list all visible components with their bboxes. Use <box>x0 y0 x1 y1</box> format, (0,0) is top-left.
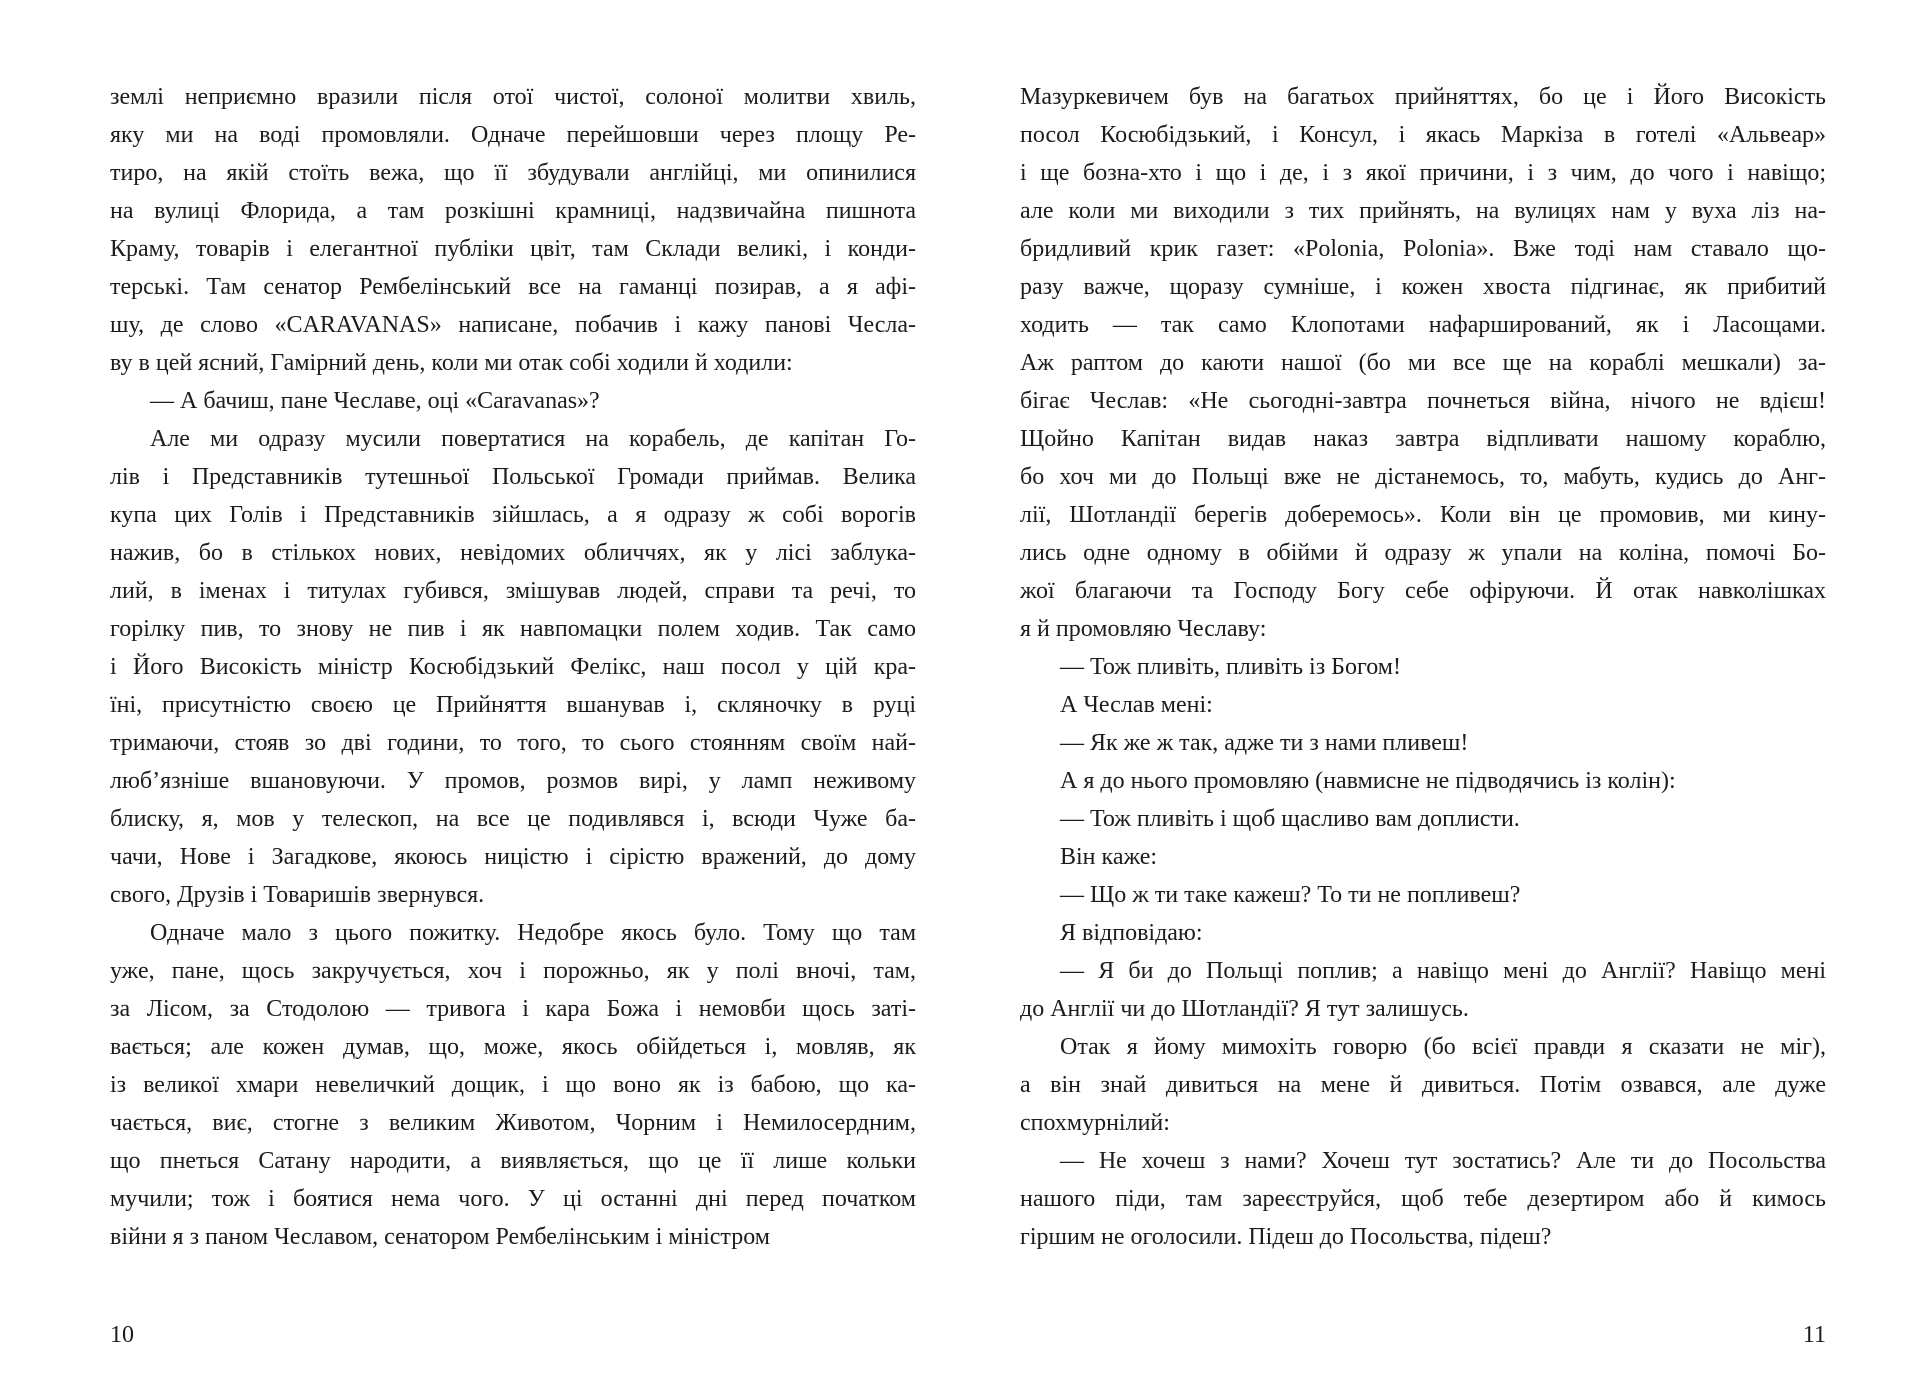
page-number-right: 11 <box>1802 1322 1826 1348</box>
text-line: нашого піди, там зареєструйся, щоб тебе дезертиром або й кимось <box>1020 1186 1826 1212</box>
text-line: тиро, на якій стоїть вежа, що її збудували англійці, ми опинилися <box>110 160 916 186</box>
text-line: на вулиці Флорида, а там розкішні крамниці, надзвичайна пишнота <box>110 198 916 224</box>
text-line: тримаючи, стояв зо дві години, то того, то сього стоянням своїм най- <box>110 730 916 756</box>
text-line: чається, виє, стогне з великим Животом, Чорним і Немилосердним, <box>110 1110 916 1136</box>
text-line: за Лісом, за Стодолою — тривога і кара Божа і немовби щось заті- <box>110 996 916 1022</box>
text-line: війни я з паном Чеславом, сенатором Рембелінським і міністром <box>110 1224 770 1250</box>
text-line: — Як же ж так, адже ти з нами пливеш! <box>1060 730 1469 756</box>
text-line: блиску, я, мов у телескоп, на все це подивлявся і, всюди Чуже ба- <box>110 806 916 832</box>
text-line: разу важче, щоразу сумніше, і кожен хвоста підгинає, як прибитий <box>1020 274 1826 300</box>
text-line: але коли ми виходили з тих прийнять, на вулицях нам у вуха ліз на- <box>1020 198 1826 224</box>
page-number-left: 10 <box>110 1322 134 1348</box>
text-line: бо хоч ми до Польщі вже не дістанемось, то, мабуть, кудись до Анг- <box>1020 464 1826 490</box>
page-right <box>1020 78 1826 1348</box>
text-line: шу, де слово «CARAVANAS» написане, побачив і кажу панові Чесла- <box>110 312 916 338</box>
text-line: ходить — так само Клопотами нафарширований, як і Ласощами. <box>1020 312 1826 338</box>
text-line: — Тож пливіть і щоб щасливо вам доплисти. <box>1060 806 1520 832</box>
text-line: Отак я йому мимохіть говорю (бо всієї правди я сказати не міг), <box>1060 1034 1826 1060</box>
text-line: Мазуркевичем був на багатьох прийняттях, бо це і Його Високість <box>1020 84 1826 110</box>
text-line: А я до нього промовляю (навмисне не підводячись із колін): <box>1060 768 1676 794</box>
text-line: бігає Чеслав: «Не сьогодні-завтра почнеться війна, нічого не вдієш! <box>1020 388 1826 414</box>
text-line: лії, Шотландії берегів доберемось». Коли він це промовив, ми кину- <box>1020 502 1826 528</box>
text-line: мучили; тож і боятися нема чого. У ці останні дні перед початком <box>110 1186 916 1212</box>
text-line: Краму, товарів і елегантної публіки цвіт, там Склади великі, і конди- <box>110 236 916 262</box>
text-line: — Тож пливіть, пливіть із Богом! <box>1060 654 1401 680</box>
text-line: купа цих Голів і Представників зійшлась, а я одразу ж собі ворогів <box>110 502 916 528</box>
text-line: Аж раптом до каюти нашої (бо ми все ще на кораблі мешкали) за- <box>1020 350 1826 376</box>
text-line: гіршим не оголосили. Підеш до Посольства, підеш? <box>1020 1224 1552 1250</box>
text-line: лись одне одному в обійми й одразу ж упали на коліна, помочі Бо- <box>1020 540 1826 566</box>
text-line: люб’язніше вшановуючи. У промов, розмов вирі, у ламп неживому <box>110 768 916 794</box>
text-line: і Його Високість міністр Косюбідзький Фелікс, наш посол у цій кра- <box>110 654 916 680</box>
text-line: уже, пане, щось закручується, хоч і порожньо, як у полі вночі, там, <box>110 958 916 984</box>
text-line: до Англії чи до Шотландії? Я тут залишусь. <box>1020 996 1469 1022</box>
text-line: Я відповідаю: <box>1060 920 1203 946</box>
text-line: я й промовляю Чеславу: <box>1020 616 1267 642</box>
text-line: і ще бозна-хто і що і де, і з якої причини, і з чим, до чого і навіщо; <box>1020 160 1826 186</box>
text-line: Але ми одразу мусили повертатися на корабель, де капітан Го- <box>150 426 916 452</box>
page-right-text-block <box>1020 78 1826 1256</box>
text-line: спохмурнілий: <box>1020 1110 1170 1136</box>
text-line: бридливий крик газет: «Polonia, Polonia». Вже тоді нам ставало що- <box>1020 236 1826 262</box>
text-line: що пнеться Сатану народити, а виявляється, що це її лише кольки <box>110 1148 916 1174</box>
text-line: свого, Друзів і Товаришів звернувся. <box>110 882 485 908</box>
text-line: — Що ж ти таке кажеш? То ти не попливеш? <box>1060 882 1521 908</box>
text-line: посол Косюбідзький, і Консул, і якась Маркіза в готелі «Альвеар» <box>1020 122 1826 148</box>
page-left-text-block <box>110 78 916 1256</box>
text-line: А Чеслав мені: <box>1060 692 1213 718</box>
text-line: лий, в іменах і титулах губився, змішував людей, справи та речі, то <box>110 578 916 604</box>
text-line: а він знай дивиться на мене й дивиться. Потім озвався, але дуже <box>1020 1072 1826 1098</box>
text-line: жої благаючи та Господу Богу себе офіруючи. Й отак навколішках <box>1020 578 1826 604</box>
text-line: — А бачиш, пане Чеславе, оці «Caravanas»? <box>150 388 600 414</box>
text-line: їні, присутністю своєю це Прийняття вшанував і, скляночку в руці <box>110 692 916 718</box>
text-line: нажив, бо в стількох нових, невідомих обличчях, як у лісі заблука- <box>110 540 916 566</box>
text-line: чачи, Нове і Загадкове, якоюсь ницістю і сірістю вражений, до дому <box>110 844 916 870</box>
text-line: ву в цей ясний, Гамірний день, коли ми отак собі ходили й ходили: <box>110 350 793 376</box>
text-line: — Не хочеш з нами? Хочеш тут зостатись? Але ти до Посольства <box>1060 1148 1826 1174</box>
text-line: землі неприємно вразили після отої чистої, солоної молитви хвиль, <box>110 84 916 110</box>
text-line: горілку пив, то знову не пив і як навпомацки полем ходив. Так само <box>110 616 916 642</box>
text-line: — Я би до Польщі поплив; а навіщо мені до Англії? Навіщо мені <box>1060 958 1826 984</box>
page-left <box>110 78 916 1348</box>
text-line: Він каже: <box>1060 844 1158 870</box>
text-line: із великої хмари невеличкий дощик, і що воно як із бабою, що ка- <box>110 1072 916 1098</box>
text-line: яку ми на воді промовляли. Одначе перейшовши через площу Ре- <box>110 122 916 148</box>
text-line: Щойно Капітан видав наказ завтра відпливати нашому кораблю, <box>1020 426 1826 452</box>
text-line: Одначе мало з цього пожитку. Недобре якось було. Тому що там <box>150 920 916 946</box>
text-line: терські. Там сенатор Рембелінський все на гаманці позирав, а я афі- <box>110 274 916 300</box>
text-line: лів і Представників тутешньої Польської Громади приймав. Велика <box>110 464 916 490</box>
text-line: вається; але кожен думав, що, може, якось обійдеться і, мовляв, як <box>110 1034 916 1060</box>
